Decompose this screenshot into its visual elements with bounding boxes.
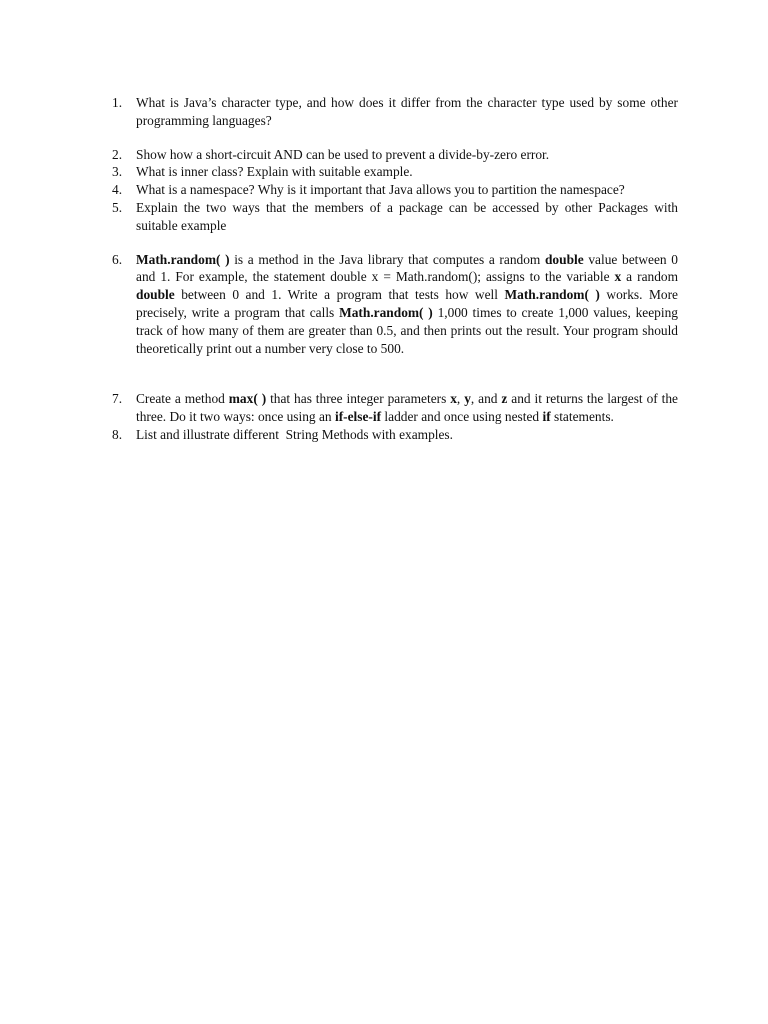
- question-item-5: [112, 199, 678, 235]
- question-text: Create a method max( ) that has three integer parameters x, y, and z and it returns the largest of the three. Do it two ways: once using an if-else-if ladder and once using nested if statements.: [136, 391, 678, 425]
- question-text: List and illustrate different String Methods with examples.: [136, 426, 453, 442]
- question-number: 4.: [112, 182, 123, 198]
- question-text: Explain the two ways that the members of a package can be accessed by other Packages with suitable example: [136, 199, 678, 233]
- code-term: if-else-if: [334, 409, 382, 425]
- question-item-3: [112, 163, 678, 181]
- code-term: if: [542, 409, 551, 425]
- question-item-8: [112, 426, 678, 444]
- question-number: 6.: [112, 251, 123, 267]
- question-text: What is inner class? Explain with suitable example.: [136, 164, 413, 180]
- code-term: Math.random( ): [504, 287, 600, 303]
- code-term: Math.random( ): [136, 251, 230, 267]
- question-text: Math.random( ) is a method in the Java library that computes a random double value between 0 and 1. For example, the statement double x = Math.random(); assigns to the variable x a random double between 0 and 1. Write a program that tests how well Math.random( ) works. More precisely, write a program that calls Math.random( ) 1,000 times to create 1,000 values, keeping track of how many of them are greater than 0.5, and then prints out the result. Your program should theoretically print out a number very close to 500.: [136, 251, 679, 356]
- question-number: 5.: [112, 199, 123, 215]
- code-term: Math.random( ): [339, 304, 433, 320]
- question-item-4: [112, 181, 678, 199]
- question-item-6: [112, 251, 678, 358]
- question-number: 1.: [112, 95, 123, 110]
- code-term: double: [544, 251, 584, 267]
- code-term: x: [450, 391, 457, 407]
- question-item-7: [112, 390, 678, 426]
- question-number: 3.: [112, 164, 123, 180]
- question-list: [112, 94, 678, 444]
- code-term: y: [464, 391, 471, 407]
- question-text: What is Java’s character type, and how does it differ from the character type used by some other programming languages?: [136, 95, 678, 128]
- question-item-1: [112, 94, 678, 130]
- question-number: 2.: [112, 146, 123, 162]
- question-number: 7.: [112, 391, 123, 407]
- question-number: 8.: [112, 426, 123, 442]
- question-text: Show how a short-circuit AND can be used to prevent a divide-by-zero error.: [136, 146, 550, 162]
- code-term: max( ): [228, 391, 267, 407]
- question-text: What is a namespace? Why is it important that Java allows you to partition the namespace?: [136, 182, 625, 198]
- code-term: x: [614, 269, 622, 285]
- code-term: z: [501, 391, 508, 407]
- question-item-2: [112, 146, 678, 164]
- code-term: double: [136, 287, 175, 303]
